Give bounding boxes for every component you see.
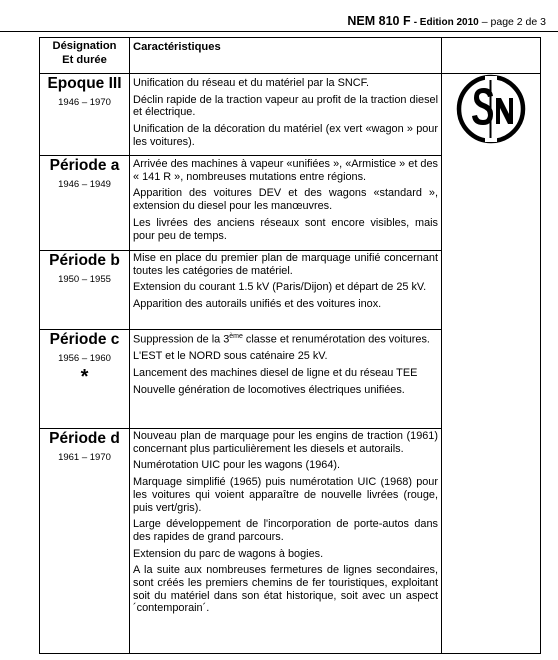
characteristic-item: Lancement des machines diesel de ligne et du réseau TEE xyxy=(133,367,418,380)
characteristic-item: Déclin rapide de la traction vapeur au profit de la traction diesel et électrique. xyxy=(133,93,438,119)
characteristic-item: Apparition des autorails unifiés et des voitures inox. xyxy=(133,298,382,311)
logo-header-cell xyxy=(442,38,541,74)
period-name: Période b xyxy=(49,252,120,269)
period-cell xyxy=(40,429,130,654)
period-name: Période a xyxy=(49,157,120,174)
period-dates: 1946 – 1949 xyxy=(58,179,111,190)
characteristic-item: Apparition des voitures DEV et des wagons «standard », extension du diesel pour les manœuvres. xyxy=(133,187,438,213)
characteristics-header: Caractéristiques xyxy=(130,38,442,74)
characteristics-cell xyxy=(130,429,442,654)
period-cell xyxy=(40,74,130,156)
characteristic-item: Extension du courant 1.5 kV (Paris/Dijon) et départ de 25 kV. xyxy=(133,281,427,294)
characteristic-item: Unification du réseau et du matériel par la SNCF. xyxy=(133,77,370,89)
period-cell xyxy=(40,330,130,429)
table-header-row xyxy=(40,38,541,74)
table-row-epoque-iii xyxy=(40,74,541,156)
designation-header-line1: Désignation xyxy=(52,40,117,52)
characteristics-cell xyxy=(130,330,442,429)
period-dates: 1950 – 1955 xyxy=(58,274,111,285)
period-dates: 1946 – 1970 xyxy=(58,97,111,108)
superscript-text: ème xyxy=(229,333,243,340)
logo-cell xyxy=(442,74,541,654)
document-header xyxy=(347,14,546,28)
periods-table xyxy=(39,37,541,654)
characteristic-item: Unification de la décoration du matériel (ex vert «wagon » pour les voitures). xyxy=(133,123,438,148)
characteristic-item xyxy=(130,330,441,347)
characteristic-item: Mise en place du premier plan de marquage unifié concernant toutes les catégories de matériel. xyxy=(133,252,438,277)
characteristic-item: Nouvelle génération de locomotives électriques unifiées. xyxy=(133,383,405,396)
characteristic-item: Marquage simplifié (1965) puis numérotation UIC (1968) pour les voitures qui voient apparaître de nouvelle livrées (rouge, puis vert/gris). xyxy=(133,476,438,514)
characteristics-cell xyxy=(130,156,442,251)
characteristics-cell xyxy=(130,251,442,330)
period-dates: 1961 – 1970 xyxy=(58,452,111,463)
characteristic-item: Nouveau plan de marquage pour les engins de traction (1961) concernant plus particulièrement les diesels et autorails. xyxy=(133,430,438,455)
designation-header-line2: Et durée xyxy=(62,54,107,66)
characteristic-item: Large développement de l'incorporation de porte-autos dans des rapides de grand parcours. xyxy=(133,518,438,543)
designation-header xyxy=(40,38,130,74)
characteristics-cell xyxy=(130,74,442,156)
characteristic-item: Numérotation UIC pour les wagons (1964). xyxy=(133,459,341,472)
period-name: Période c xyxy=(49,331,120,348)
characteristic-text: classe et renumérotation des voitures. xyxy=(242,333,430,346)
characteristic-text: Suppression de la 3 xyxy=(133,333,230,346)
star-marker: * xyxy=(80,366,89,388)
page-number: – page 2 de 3 xyxy=(481,16,546,28)
period-dates: 1956 – 1960 xyxy=(58,353,111,364)
sncf-logo-icon xyxy=(456,74,526,144)
characteristic-item: Les livrées des anciens réseaux sont encore visibles, mais pour peu de temps. xyxy=(133,216,438,242)
characteristic-item: Extension du parc de wagons à bogies. xyxy=(133,547,324,560)
period-name: Période d xyxy=(49,430,120,447)
header-rule xyxy=(0,31,558,32)
period-cell xyxy=(40,156,130,251)
document-code: NEM 810 F xyxy=(347,14,411,28)
characteristic-item: Arrivée des machines à vapeur «unifiées », «Armistice » et des « 141 R », nombreuses mutations entre régions. xyxy=(133,158,438,183)
document-edition: - Edition 2010 xyxy=(413,17,479,28)
characteristic-item: L'EST et le NORD sous caténaire 25 kV. xyxy=(133,350,328,363)
period-name: Epoque III xyxy=(47,75,122,92)
characteristic-item: A la suite aux nombreuses fermetures de lignes secondaires, sont créés les premiers chemins de fer touristiques, exploitant soit du matériel dans son état historique, soit avec un aspect ´contemporain´. xyxy=(133,564,438,615)
period-cell xyxy=(40,251,130,330)
